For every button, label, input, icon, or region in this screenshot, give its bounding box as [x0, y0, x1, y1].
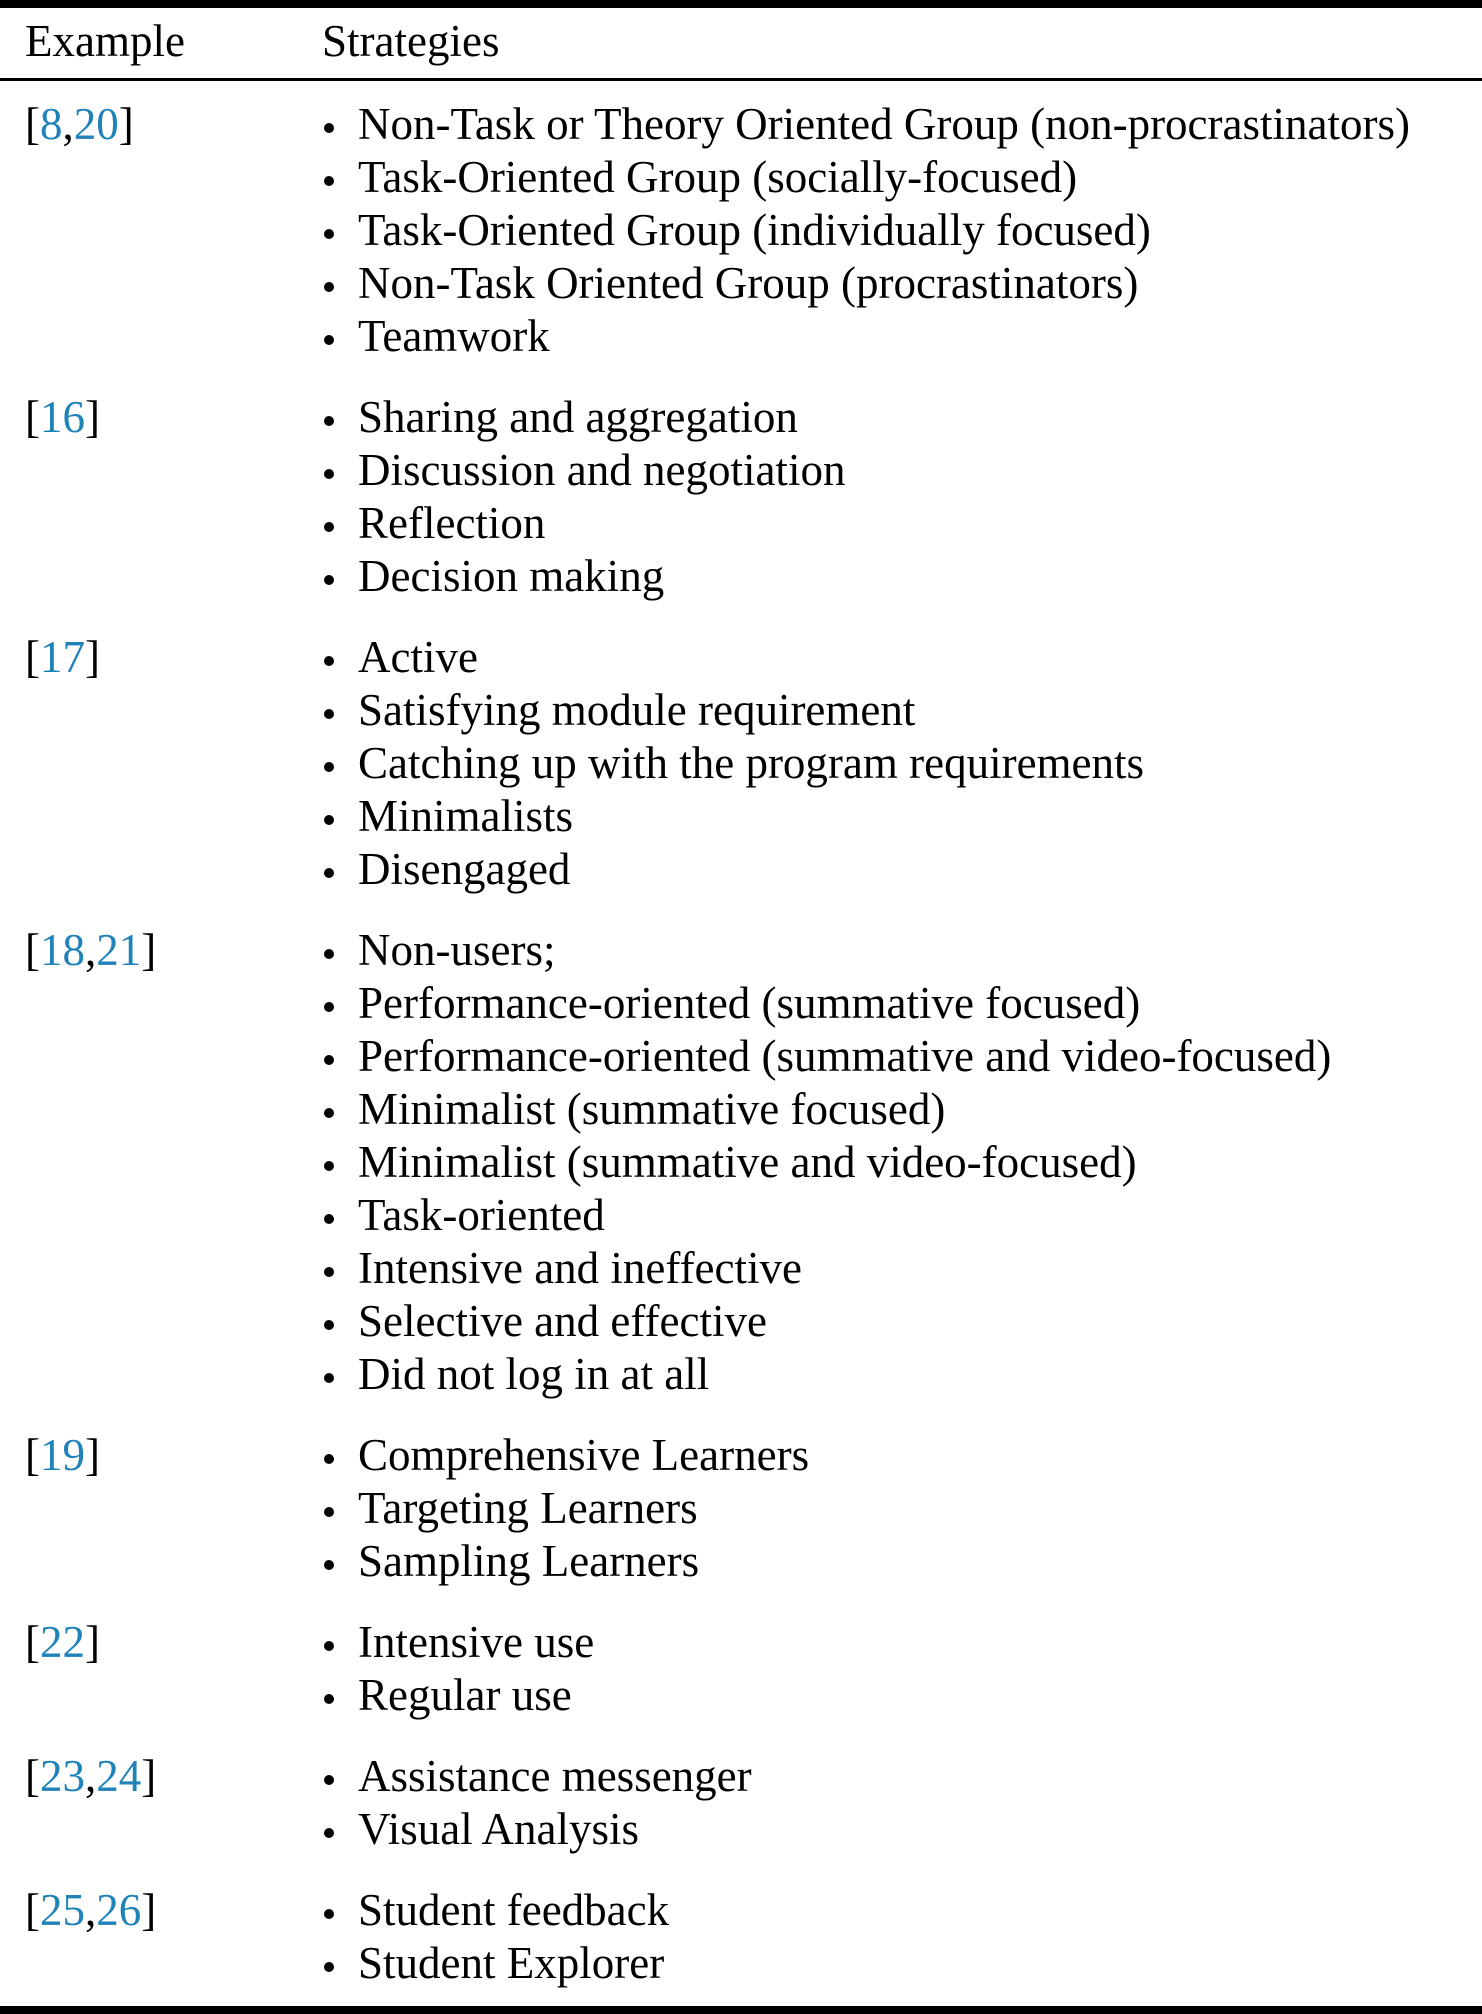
table-header-row — [0, 8, 1482, 81]
strategies-list — [322, 924, 1482, 1401]
strategy-item — [322, 1242, 1482, 1295]
strategy-label: Sharing and aggregation — [358, 392, 798, 442]
citation-cell — [0, 631, 322, 896]
bullet-icon — [324, 522, 334, 532]
strategy-label: Non-users; — [358, 925, 556, 975]
bullet-icon — [324, 762, 334, 772]
citation-cell — [0, 98, 322, 363]
citation-open-bracket: [ — [25, 99, 40, 149]
strategy-label: Minimalist (summative focused) — [358, 1084, 946, 1134]
strategy-item — [322, 444, 1482, 497]
strategy-label: Task-Oriented Group (socially-focused) — [358, 152, 1078, 202]
citation-ref-link[interactable]: 23 — [40, 1751, 85, 1801]
bullet-icon — [324, 1962, 334, 1972]
table-row — [0, 1884, 1482, 1990]
strategy-label: Performance-oriented (summative and video-focused) — [358, 1031, 1332, 1081]
strategy-label: Intensive use — [358, 1617, 595, 1667]
table-row — [0, 98, 1482, 363]
strategy-item — [322, 977, 1482, 1030]
strategy-label: Reflection — [358, 498, 546, 548]
strategy-label: Task-Oriented Group (individually focused) — [358, 205, 1151, 255]
strategy-label: Minimalists — [358, 791, 574, 841]
citation-open-bracket: [ — [25, 1751, 40, 1801]
citation-separator: , — [85, 925, 97, 975]
bullet-icon — [324, 1002, 334, 1012]
strategy-label: Minimalist (summative and video-focused) — [358, 1137, 1137, 1187]
citation-close-bracket: ] — [85, 1430, 100, 1480]
bullet-icon — [324, 575, 334, 585]
bullet-icon — [324, 949, 334, 959]
bullet-icon — [324, 1161, 334, 1171]
strategy-item — [322, 1884, 1482, 1937]
citation-close-bracket: ] — [85, 392, 100, 442]
citation-ref-link[interactable]: 8 — [40, 99, 63, 149]
strategy-item — [322, 1616, 1482, 1669]
strategy-label: Performance-oriented (summative focused) — [358, 978, 1141, 1028]
citation-ref-link[interactable]: 22 — [40, 1617, 85, 1667]
bullet-icon — [324, 1828, 334, 1838]
strategy-label: Did not log in at all — [358, 1349, 710, 1399]
bullet-icon — [324, 282, 334, 292]
bullet-icon — [324, 709, 334, 719]
strategy-item — [322, 310, 1482, 363]
citation-cell — [0, 1616, 322, 1722]
strategy-label: Active — [358, 632, 478, 682]
bullet-icon — [324, 1775, 334, 1785]
strategies-list — [322, 1616, 1482, 1722]
strategy-item — [322, 550, 1482, 603]
strategies-list — [322, 391, 1482, 603]
bullet-icon — [324, 1320, 334, 1330]
strategy-item — [322, 684, 1482, 737]
strategies-list — [322, 98, 1482, 363]
table-row — [0, 391, 1482, 603]
citation-open-bracket: [ — [25, 925, 40, 975]
bullet-icon — [324, 1909, 334, 1919]
bullet-icon — [324, 1641, 334, 1651]
strategy-label: Task-oriented — [358, 1190, 605, 1240]
strategy-label: Catching up with the program requirements — [358, 738, 1145, 788]
citation-close-bracket: ] — [85, 632, 100, 682]
strategy-item — [322, 843, 1482, 896]
strategy-item — [322, 737, 1482, 790]
bullet-icon — [324, 1108, 334, 1118]
strategy-label: Teamwork — [358, 311, 550, 361]
citation-cell — [0, 1429, 322, 1588]
strategy-label: Selective and effective — [358, 1296, 767, 1346]
bullet-icon — [324, 1560, 334, 1570]
citation-open-bracket: [ — [25, 392, 40, 442]
header-example: Example — [25, 16, 185, 66]
table-row — [0, 631, 1482, 896]
bullet-icon — [324, 1267, 334, 1277]
strategy-item — [322, 1295, 1482, 1348]
citation-open-bracket: [ — [25, 1430, 40, 1480]
citation-open-bracket: [ — [25, 1885, 40, 1935]
strategy-item — [322, 1803, 1482, 1856]
strategy-item — [322, 1189, 1482, 1242]
bullet-icon — [324, 1373, 334, 1383]
strategy-label: Targeting Learners — [358, 1483, 698, 1533]
strategy-item — [322, 1348, 1482, 1401]
citation-open-bracket: [ — [25, 632, 40, 682]
bullet-icon — [324, 416, 334, 426]
table-row — [0, 1429, 1482, 1588]
strategy-label: Discussion and negotiation — [358, 445, 846, 495]
strategy-item — [322, 391, 1482, 444]
bullet-icon — [324, 123, 334, 133]
citation-ref-link[interactable]: 21 — [96, 925, 142, 975]
strategies-list — [322, 631, 1482, 896]
strategy-label: Student Explorer — [358, 1938, 665, 1988]
strategies-list — [322, 1884, 1482, 1990]
strategy-item — [322, 1083, 1482, 1136]
citation-close-bracket: ] — [141, 1751, 157, 1801]
bullet-icon — [324, 1507, 334, 1517]
strategy-label: Intensive and ineffective — [358, 1243, 802, 1293]
citation-ref-link[interactable]: 19 — [40, 1430, 85, 1480]
bullet-icon — [324, 469, 334, 479]
strategy-item — [322, 1482, 1482, 1535]
strategy-item — [322, 204, 1482, 257]
table-row — [0, 1750, 1482, 1856]
strategy-item — [322, 1669, 1482, 1722]
bullet-icon — [324, 176, 334, 186]
citation-ref-link[interactable]: 16 — [40, 392, 85, 442]
citation-ref-link[interactable]: 17 — [40, 632, 85, 682]
strategy-label: Student feedback — [358, 1885, 670, 1935]
strategy-item — [322, 1750, 1482, 1803]
bullet-icon — [324, 335, 334, 345]
strategy-label: Decision making — [358, 551, 665, 601]
bullet-icon — [324, 868, 334, 878]
strategy-item — [322, 257, 1482, 310]
bullet-icon — [324, 1214, 334, 1224]
citation-cell — [0, 391, 322, 603]
strategy-label: Non-Task Oriented Group (procrastinators) — [358, 258, 1139, 308]
citation-separator: , — [62, 99, 74, 149]
strategies-list — [322, 1429, 1482, 1588]
strategy-item — [322, 1429, 1482, 1482]
citation-cell — [0, 1884, 322, 1990]
strategy-label: Sampling Learners — [358, 1536, 700, 1586]
citation-separator: , — [85, 1885, 97, 1935]
citation-close-bracket: ] — [141, 1885, 157, 1935]
table-body — [0, 81, 1482, 1990]
strategy-label: Regular use — [358, 1670, 572, 1720]
bullet-icon — [324, 229, 334, 239]
strategy-label: Visual Analysis — [358, 1804, 640, 1854]
citation-close-bracket: ] — [141, 925, 157, 975]
strategy-item — [322, 924, 1482, 977]
strategy-label: Assistance messenger — [358, 1751, 752, 1801]
bullet-icon — [324, 1055, 334, 1065]
bullet-icon — [324, 1694, 334, 1704]
citation-close-bracket: ] — [118, 99, 134, 149]
citation-ref-link[interactable]: 20 — [73, 99, 119, 149]
strategy-item — [322, 1030, 1482, 1083]
header-strategies: Strategies — [322, 16, 500, 66]
strategy-label: Comprehensive Learners — [358, 1430, 810, 1480]
table-row — [0, 924, 1482, 1401]
citation-open-bracket: [ — [25, 1617, 40, 1667]
strategy-item — [322, 98, 1482, 151]
citation-ref-link[interactable]: 26 — [96, 1885, 142, 1935]
citation-separator: , — [85, 1751, 97, 1801]
bullet-icon — [324, 1454, 334, 1464]
citation-ref-link[interactable]: 25 — [40, 1885, 85, 1935]
bullet-icon — [324, 815, 334, 825]
citation-cell — [0, 924, 322, 1401]
strategies-list — [322, 1750, 1482, 1856]
strategy-item — [322, 790, 1482, 843]
table-row — [0, 1616, 1482, 1722]
strategy-item — [322, 631, 1482, 684]
strategy-item — [322, 1535, 1482, 1588]
strategy-label: Non-Task or Theory Oriented Group (non-procrastinators) — [358, 99, 1410, 149]
strategy-item — [322, 1937, 1482, 1990]
citation-ref-link[interactable]: 24 — [96, 1751, 142, 1801]
citation-cell — [0, 1750, 322, 1856]
strategy-item — [322, 1136, 1482, 1189]
citation-ref-link[interactable]: 18 — [40, 925, 85, 975]
citation-close-bracket: ] — [85, 1617, 100, 1667]
strategy-label: Disengaged — [358, 844, 571, 894]
bullet-icon — [324, 656, 334, 666]
strategy-item — [322, 151, 1482, 204]
strategy-item — [322, 497, 1482, 550]
strategy-label: Satisfying module requirement — [358, 685, 916, 735]
